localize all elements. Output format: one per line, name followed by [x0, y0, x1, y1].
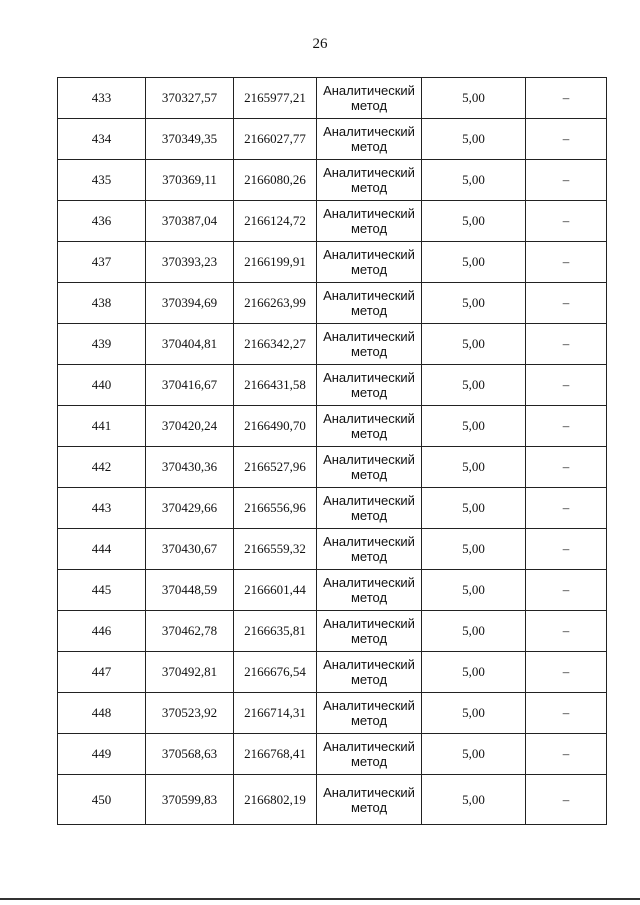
table-row — [58, 365, 607, 406]
method-label-line2: метод — [350, 262, 388, 277]
point-number-cell: 445 — [58, 570, 146, 611]
table-row — [58, 693, 607, 734]
table-row — [58, 283, 607, 324]
method-label-line1: Аналитический — [323, 83, 415, 98]
method-label-line1: Аналитический — [323, 698, 415, 713]
method-label-line1: Аналитический — [323, 739, 415, 754]
method-cell — [317, 693, 422, 734]
table-row — [58, 611, 607, 652]
accuracy-value-cell: 5,00 — [422, 201, 526, 242]
dash-cell: – — [526, 78, 607, 119]
table-row — [58, 775, 607, 825]
point-number-cell: 446 — [58, 611, 146, 652]
method-label-line2: метод — [350, 303, 388, 318]
method-cell — [317, 201, 422, 242]
method-cell — [317, 406, 422, 447]
method-label-line2: метод — [350, 221, 388, 236]
point-number-cell: 442 — [58, 447, 146, 488]
point-number-cell: 441 — [58, 406, 146, 447]
method-label-line1: Аналитический — [323, 370, 415, 385]
method-label-line2: метод — [350, 98, 388, 113]
table-row — [58, 570, 607, 611]
y-coordinate-cell: 2166199,91 — [234, 242, 317, 283]
dash-cell: – — [526, 242, 607, 283]
x-coordinate-cell: 370568,63 — [146, 734, 234, 775]
method-label-line2: метод — [350, 672, 388, 687]
y-coordinate-cell: 2166714,31 — [234, 693, 317, 734]
x-coordinate-cell: 370420,24 — [146, 406, 234, 447]
y-coordinate-cell: 2166527,96 — [234, 447, 317, 488]
accuracy-value-cell: 5,00 — [422, 447, 526, 488]
method-cell — [317, 611, 422, 652]
method-label-line1: Аналитический — [323, 616, 415, 631]
table-row — [58, 324, 607, 365]
point-number-cell: 449 — [58, 734, 146, 775]
dash-cell: – — [526, 160, 607, 201]
method-label-line1: Аналитический — [323, 247, 415, 262]
method-label-line2: метод — [350, 467, 388, 482]
method-cell — [317, 529, 422, 570]
x-coordinate-cell: 370430,36 — [146, 447, 234, 488]
x-coordinate-cell: 370430,67 — [146, 529, 234, 570]
page-bottom-border — [0, 898, 640, 900]
x-coordinate-cell: 370462,78 — [146, 611, 234, 652]
method-cell — [317, 242, 422, 283]
table-row — [58, 734, 607, 775]
x-coordinate-cell: 370416,67 — [146, 365, 234, 406]
accuracy-value-cell: 5,00 — [422, 324, 526, 365]
point-number-cell: 450 — [58, 775, 146, 825]
method-label-line1: Аналитический — [323, 288, 415, 303]
y-coordinate-cell: 2166431,58 — [234, 365, 317, 406]
method-label-line2: метод — [350, 385, 388, 400]
x-coordinate-cell: 370369,11 — [146, 160, 234, 201]
point-number-cell: 448 — [58, 693, 146, 734]
point-number-cell: 439 — [58, 324, 146, 365]
y-coordinate-cell: 2166676,54 — [234, 652, 317, 693]
y-coordinate-cell: 2166556,96 — [234, 488, 317, 529]
accuracy-value-cell: 5,00 — [422, 488, 526, 529]
x-coordinate-cell: 370599,83 — [146, 775, 234, 825]
point-number-cell: 434 — [58, 119, 146, 160]
method-label-line2: метод — [350, 426, 388, 441]
y-coordinate-cell: 2166124,72 — [234, 201, 317, 242]
y-coordinate-cell: 2165977,21 — [234, 78, 317, 119]
x-coordinate-cell: 370523,92 — [146, 693, 234, 734]
dash-cell: – — [526, 570, 607, 611]
accuracy-value-cell: 5,00 — [422, 78, 526, 119]
method-label-line1: Аналитический — [323, 452, 415, 467]
method-label-line1: Аналитический — [323, 124, 415, 139]
method-label-line2: метод — [350, 799, 388, 815]
x-coordinate-cell: 370349,35 — [146, 119, 234, 160]
method-label-line1: Аналитический — [323, 329, 415, 344]
method-cell — [317, 365, 422, 406]
table-row — [58, 119, 607, 160]
y-coordinate-cell: 2166342,27 — [234, 324, 317, 365]
dash-cell: – — [526, 365, 607, 406]
method-label-line2: метод — [350, 631, 388, 646]
method-label-line2: метод — [350, 180, 388, 195]
method-cell — [317, 488, 422, 529]
dash-cell: – — [526, 652, 607, 693]
point-number-cell: 438 — [58, 283, 146, 324]
method-label-line2: метод — [350, 139, 388, 154]
point-number-cell: 440 — [58, 365, 146, 406]
method-label-line1: Аналитический — [323, 411, 415, 426]
method-label-line2: метод — [350, 590, 388, 605]
accuracy-value-cell: 5,00 — [422, 570, 526, 611]
dash-cell: – — [526, 406, 607, 447]
method-label-line1: Аналитический — [323, 784, 415, 800]
dash-cell: – — [526, 775, 607, 825]
method-cell — [317, 324, 422, 365]
method-cell — [317, 734, 422, 775]
accuracy-value-cell: 5,00 — [422, 160, 526, 201]
x-coordinate-cell: 370327,57 — [146, 78, 234, 119]
method-cell — [317, 119, 422, 160]
method-cell — [317, 775, 422, 825]
accuracy-value-cell: 5,00 — [422, 775, 526, 825]
method-label-line2: метод — [350, 754, 388, 769]
table-row — [58, 242, 607, 283]
accuracy-value-cell: 5,00 — [422, 693, 526, 734]
y-coordinate-cell: 2166601,44 — [234, 570, 317, 611]
x-coordinate-cell: 370387,04 — [146, 201, 234, 242]
accuracy-value-cell: 5,00 — [422, 406, 526, 447]
accuracy-value-cell: 5,00 — [422, 734, 526, 775]
method-cell — [317, 78, 422, 119]
y-coordinate-cell: 2166559,32 — [234, 529, 317, 570]
method-label-line1: Аналитический — [323, 206, 415, 221]
point-number-cell: 433 — [58, 78, 146, 119]
dash-cell: – — [526, 324, 607, 365]
table-row — [58, 488, 607, 529]
x-coordinate-cell: 370393,23 — [146, 242, 234, 283]
point-number-cell: 435 — [58, 160, 146, 201]
dash-cell: – — [526, 283, 607, 324]
method-cell — [317, 447, 422, 488]
method-label-line2: метод — [350, 344, 388, 359]
y-coordinate-cell: 2166635,81 — [234, 611, 317, 652]
point-number-cell: 436 — [58, 201, 146, 242]
point-number-cell: 447 — [58, 652, 146, 693]
table-row — [58, 529, 607, 570]
point-number-cell: 443 — [58, 488, 146, 529]
y-coordinate-cell: 2166490,70 — [234, 406, 317, 447]
accuracy-value-cell: 5,00 — [422, 242, 526, 283]
accuracy-value-cell: 5,00 — [422, 652, 526, 693]
x-coordinate-cell: 370429,66 — [146, 488, 234, 529]
method-label-line1: Аналитический — [323, 575, 415, 590]
coordinates-table — [57, 77, 607, 825]
method-label-line1: Аналитический — [323, 165, 415, 180]
table-row — [58, 652, 607, 693]
accuracy-value-cell: 5,00 — [422, 283, 526, 324]
method-cell — [317, 283, 422, 324]
y-coordinate-cell: 2166802,19 — [234, 775, 317, 825]
x-coordinate-cell: 370404,81 — [146, 324, 234, 365]
dash-cell: – — [526, 734, 607, 775]
dash-cell: – — [526, 201, 607, 242]
x-coordinate-cell: 370448,59 — [146, 570, 234, 611]
y-coordinate-cell: 2166027,77 — [234, 119, 317, 160]
x-coordinate-cell: 370492,81 — [146, 652, 234, 693]
dash-cell: – — [526, 119, 607, 160]
method-label-line1: Аналитический — [323, 534, 415, 549]
accuracy-value-cell: 5,00 — [422, 611, 526, 652]
accuracy-value-cell: 5,00 — [422, 119, 526, 160]
dash-cell: – — [526, 529, 607, 570]
table-row — [58, 447, 607, 488]
accuracy-value-cell: 5,00 — [422, 365, 526, 406]
method-label-line2: метод — [350, 508, 388, 523]
dash-cell: – — [526, 693, 607, 734]
method-cell — [317, 160, 422, 201]
accuracy-value-cell: 5,00 — [422, 529, 526, 570]
table-row — [58, 78, 607, 119]
table-row — [58, 406, 607, 447]
page-number: 26 — [312, 36, 328, 52]
method-label-line2: метод — [350, 549, 388, 564]
point-number-cell: 437 — [58, 242, 146, 283]
y-coordinate-cell: 2166768,41 — [234, 734, 317, 775]
y-coordinate-cell: 2166263,99 — [234, 283, 317, 324]
method-label-line1: Аналитический — [323, 657, 415, 672]
y-coordinate-cell: 2166080,26 — [234, 160, 317, 201]
dash-cell: – — [526, 447, 607, 488]
x-coordinate-cell: 370394,69 — [146, 283, 234, 324]
point-number-cell: 444 — [58, 529, 146, 570]
table-row — [58, 201, 607, 242]
method-cell — [317, 652, 422, 693]
dash-cell: – — [526, 488, 607, 529]
method-label-line1: Аналитический — [323, 493, 415, 508]
table-row — [58, 160, 607, 201]
dash-cell: – — [526, 611, 607, 652]
method-cell — [317, 570, 422, 611]
method-label-line2: метод — [350, 713, 388, 728]
